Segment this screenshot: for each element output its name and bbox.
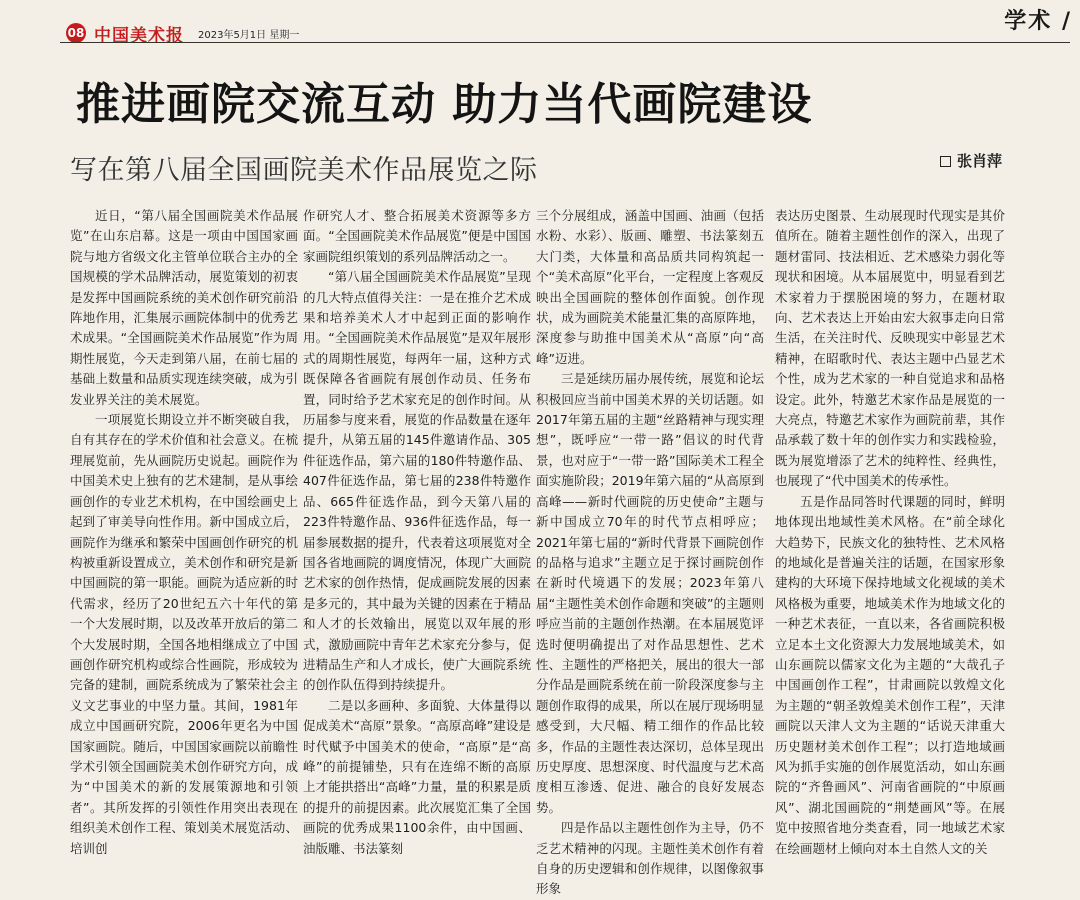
article-headline: 推进画院交流互动 助力当代画院建设 xyxy=(76,79,813,130)
paragraph: 二是以多画种、多面貌、大体量得以促成美术“高原”景象。“高原高峰”建设是时代赋予中国美术的使命，“高原”是“高峰”的前提铺垫，只有在连绵不断的高原上才能拱搭出“高峰”力量，量的积累是质的提升的前提因素。此次展览汇集了全国画院的优秀成果1100余件，由中国画、油版雕、书法篆刻 xyxy=(303,697,531,856)
article-column-1 xyxy=(70,206,298,856)
paragraph: “第八届全国画院美术作品展览”呈现的几大特点值得关注：一是在推介艺术成果和培养美术人才中起到正面的影响作用。“全国画院美术作品展览”是双年展形式的周期性展览，每两年一届，这种方式既保障各省画院有展创作动员、任务布置，同时给予艺术家充足的创作时间。从历届参与度来看，展览的作品数量在逐年提升，从第五届的145件邀请作品、305件征选作品，第六届的180件特邀作品、407件征选作品，第七届的238件特邀作品、665件征选作品，到今天第八届的223件特邀作品、936件征选作品，每一届参展数据的提升，代表着这项展览对全国各省地画院的调度情况，体现广大画院艺术家的创作热情，促成画院发展的因素是多元的，其中最为关键的因素在于精品和人才的长效输出，展览以双年展的形式，激励画院中青年艺术家充分参与，促进精品生产和人才成长，使广大画院系统的创作队伍得到持续提升。 xyxy=(303,269,531,693)
article-subheadline: 写在第八届全国画院美术作品展览之际 xyxy=(70,155,538,186)
paragraph: 作研究人才、整合拓展美术资源等多方面。“全国画院美术作品展览”便是中国国家画院组织策划的系列品牌活动之一。 xyxy=(303,208,531,264)
newspaper-name: 中国美术报 xyxy=(94,25,184,46)
paragraph: 一项展览长期设立并不断突破自我，自有其存在的学术价值和社会意义。在梳理展览前，先从画院历史说起。画院作为中国美术史上独有的艺术建制，是从事绘画创作的专业艺术机构，在中国绘画史上起到了审美导向性作用。新中国成立后，画院作为继承和繁荣中国画创作研究的机构被重新设置成立，美术创作和研究是新中国画院的第一职能。画院为适应新的时代需求，经历了20世纪五六十年代的第一个大发展时期，以及改革开放后的第二个大发展时期，全国各地相继成立了中国画创作研究机构或综合性画院，形成较为完备的建制，画院系统成为了繁荣社会主义文艺事业的中坚力量。其间，1981年成立中国画研究院，2006年更名为中国国家画院。随后，中国国家画院以前瞻性学术引领全国画院美术创作研究方向，成为“中国美术的新的发展策源地和引领者”。其所发挥的引领性作用突出表现在组织美术创作工程、策划美术展览活动、培训创 xyxy=(70,412,298,856)
section-tag: 学术 / xyxy=(1004,8,1072,34)
issue-date: 2023年5月1日 星期一 xyxy=(198,29,300,41)
page-number-badge: 08 xyxy=(66,23,86,43)
article-column-2 xyxy=(303,206,531,856)
paragraph: 四是作品以主题性创作为主导，仍不乏艺术精神的闪现。主题性美术创作有着自身的历史逻辑和创作规律，以图像叙事形象 xyxy=(536,820,764,897)
article-column-4 xyxy=(775,206,1005,856)
byline-box-icon xyxy=(940,156,951,167)
article-byline xyxy=(940,150,1002,171)
author-name: 张肖萍 xyxy=(956,152,1002,170)
paragraph: 三个分展组成，涵盖中国画、油画（包括水粉、水彩）、版画、雕塑、书法篆刻五大门类，大体量和高品质共同构筑起一个“美术高原”化平台，一定程度上客观反映出全国画院的整体创作面貌。创作现状，成为画院美术能量汇集的高原阵地，深度参与助推中国美术从“高原”向“高峰”迈进。 xyxy=(536,208,764,366)
paragraph: 三是延续历届办展传统，展览和论坛积极回应当前中国美术界的关切话题。如2017年第五届的主题“丝路精神与现实理想”，既呼应“一带一路”倡议的时代背景，也对应于“一带一路”国际美术工程全面实施阶段；2019年第六届的“从高原到高峰——新时代画院的历史使命”主题与新中国成立70年的时代节点相呼应；2021年第七届的“新时代背景下画院创作的品格与追求”主题立足于探讨画院创作在新时代境遇下的发展；2023年第八届“主题性美术创作命题和突破”的主题则呼应当前的主题创作热潮。在本届展览评选时便明确提出了对作品思想性、艺术性、主题性的严格把关，展出的很大一部分作品是画院系统在前一阶段深度参与主题创作取得的成果，所以在展厅现场明显感受到，大尺幅、精工细作的作品比较多，作品的主题性表达深切，总体呈现出历史厚度、思想深度、时代温度与艺术高度相互渗透、促进、融合的良好发展态势。 xyxy=(536,371,764,815)
article-column-3 xyxy=(536,206,764,897)
masthead xyxy=(66,22,299,44)
header-divider xyxy=(60,42,1070,43)
paragraph: 表达历史图景、生动展现时代现实是其价值所在。随着主题性创作的深入，出现了题材雷同、技法相近、艺术感染力弱化等现状和困境。从本届展览中，明显看到艺术家着力于摆脱困境的努力，在题材取向、艺术表达上开始由宏大叙事走向日常生活，在关注时代、反映现实中彰显艺术精神，在昭歌时代、表达主题中凸显艺术个性，成为艺术家的一种自觉追求和品格设定。此外，特邀艺术家作品是展览的一大亮点，特邀艺术家作为画院前辈，其作品承载了数十年的创作实力和实践检验，既为展览增添了艺术的纯粹性、经典性，也展现了“代中国美术的传承性。 xyxy=(775,208,1005,489)
paragraph: 五是作品同答时代课题的同时，鲜明地体现出地域性美术风格。在“前全球化大趋势下，民族文化的独特性、艺术风格的地域化是普遍关注的话题，在国家形象建构的大环境下保持地域文化视域的美术风格极为重要，地域美术作为地域文化的一种艺术表征，一直以来，各省画院积极立足本土文化资源大力发展地域美术，如山东画院以儒家文化为主题的“大哉孔子中国画创作工程”，甘肃画院以敦煌文化为主题的“朝圣敦煌美术创作工程”，天津画院以天津人文为主题的“话说天津重大历史题材美术创作工程”；以打造地域画风为抓手实施的创作展览活动，如山东画院的“齐鲁画风”、河南省画院的“中原画风”、湖北国画院的“荆楚画风”等。在展览中按照省地分类查看，同一地域艺术家在绘画题材上倾向对本土自然人文的关 xyxy=(775,493,1005,856)
paragraph: 近日，“第八届全国画院美术作品展览”在山东启幕。这是一项由中国国家画院与地方省级文化主管单位联合主办的全国规模的学术品牌活动，展览策划的初衷是发挥中国画院系统的美术创作研究前沿阵地作用，汇集展示画院体制中的优秀艺术成果。“全国画院美术作品展览”作为周期性展览，今天走到第八届，在前七届的基础上数量和品质实现连续突破，成为引发业界关注的美术展览。 xyxy=(70,208,298,407)
